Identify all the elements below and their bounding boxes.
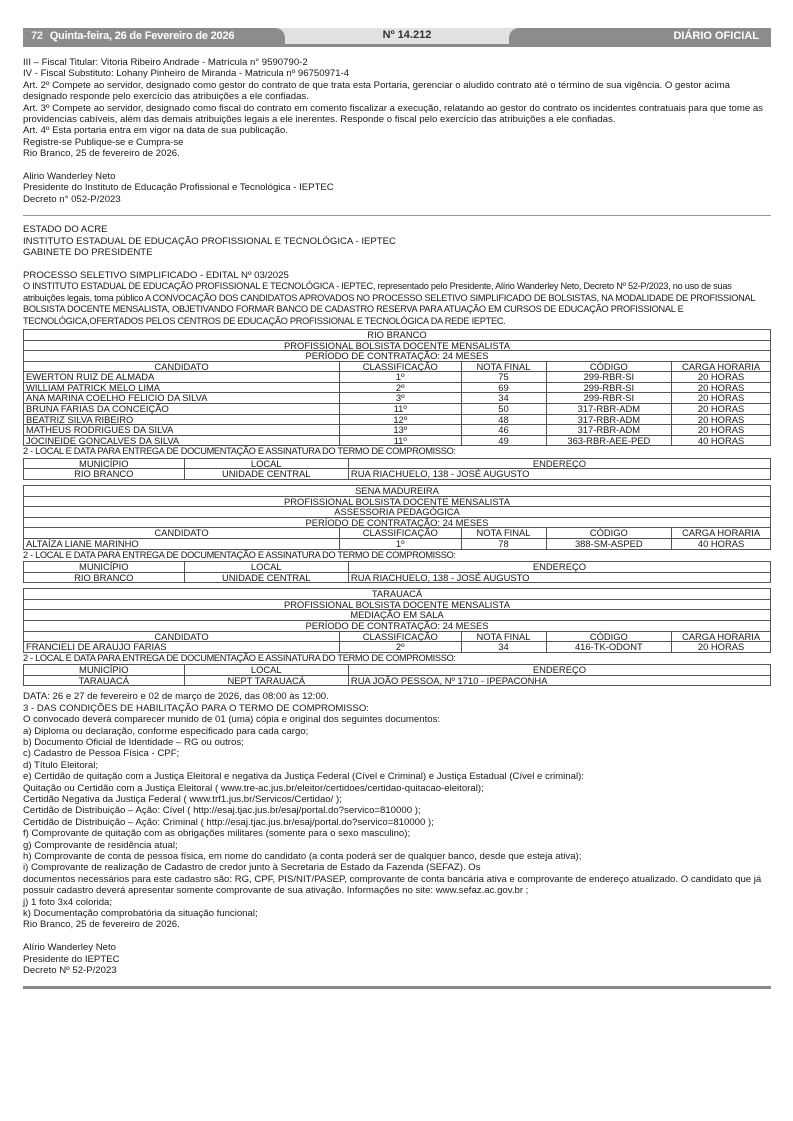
final-score: 34 xyxy=(461,393,546,404)
candidate-table xyxy=(23,485,771,550)
signature-line: Decreto Nº 52-P/2023 xyxy=(23,965,117,977)
location-section-title: 2 - LOCAL E DATA PARA ENTREGA DE DOCUMENTAÇÃO E ASSINATURA DO TERMO DE COMPROMISSO: xyxy=(23,446,456,457)
signature-line: Alírio Wanderley Neto xyxy=(23,942,116,954)
condition-line: Certidão de Distribuição – Ação: Criminal ( http://esaj.tjac.jus.br/esaj/portal.do?servico=810000 ); xyxy=(23,816,434,828)
edital-title: PROCESSO SELETIVO SIMPLIFICADO - EDITAL Nº 03/2025 xyxy=(23,269,289,281)
organization-line: INSTITUTO ESTADUAL DE EDUCAÇÃO PROFISSIONAL E TECNOLÓGICA - IEPTEC xyxy=(23,235,396,247)
table-row xyxy=(24,435,771,446)
location-table xyxy=(23,561,771,583)
table-row xyxy=(24,382,771,393)
address: RUA RIACHUELO, 138 - JOSÉ AUGUSTO xyxy=(348,469,770,480)
organization-header xyxy=(23,224,771,258)
column-header: NOTA FINAL xyxy=(461,528,546,539)
table-group-header: PERÍODO DE CONTRATAÇÃO: 24 MESES xyxy=(24,517,771,528)
workload: 20 HORAS xyxy=(672,372,771,383)
portaria-line: Art. 3º Compete ao servidor, designado como fiscal do contrato em comento fiscalizar a execução, relatando ao gestor do contrato os incidentes contratuais para que tome as providencias cabíveis, além das demais atribuições legais a ele inerentes. Responde o fiscal pelo exercício das atribuições a ele confiadas. xyxy=(23,102,763,126)
column-header: NOTA FINAL xyxy=(461,631,546,642)
final-score: 75 xyxy=(461,372,546,383)
column-header: CÓDIGO xyxy=(546,361,672,372)
classification: 2º xyxy=(339,642,461,653)
condition-line: b) Documento Oficial de Identidade – RG ou outros; xyxy=(23,736,244,748)
workload: 40 HORAS xyxy=(672,539,771,550)
final-score: 50 xyxy=(461,404,546,415)
table-row xyxy=(24,404,771,415)
organization-line: GABINETE DO PRESIDENTE xyxy=(23,247,153,259)
table-row xyxy=(24,642,771,653)
candidate-name: ANA MARINA COELHO FELICIO DA SILVA xyxy=(24,393,340,404)
condition-line: a) Diploma ou declaração, conforme especificado para cada cargo; xyxy=(23,725,309,737)
code: 416-TK-ODONT xyxy=(546,642,672,653)
location-section-title: 2 - LOCAL E DATA PARA ENTREGA DE DOCUMENTAÇÃO E ASSINATURA DO TERMO DE COMPROMISSO: xyxy=(23,652,456,663)
final-score: 46 xyxy=(461,425,546,436)
condition-line: c) Cadastro de Pessoa Física - CPF; xyxy=(23,748,180,760)
location-column-header: ENDEREÇO xyxy=(348,458,770,469)
column-header: CLASSIFICAÇÃO xyxy=(339,361,461,372)
location-column-header: ENDEREÇO xyxy=(348,665,770,676)
edital-signature xyxy=(23,942,771,976)
header-date: Quinta-feira, 26 de Fevereiro de 2026 xyxy=(49,30,235,42)
location-name: NEPT TARAUACÁ xyxy=(184,675,348,686)
portaria-signature xyxy=(23,171,771,205)
column-header: CÓDIGO xyxy=(546,528,672,539)
municipality: TARAUACÁ xyxy=(24,675,185,686)
table-group-header: SENA MADUREIRA xyxy=(24,486,771,497)
classification: 1º xyxy=(339,372,461,383)
code: 317-RBR-ADM xyxy=(546,404,672,415)
location-row xyxy=(24,469,771,480)
section-divider xyxy=(23,215,771,216)
location-column-header: LOCAL xyxy=(184,562,348,573)
candidate-name: FRANCIELI DE ARAUJO FARIAS xyxy=(24,642,340,653)
column-header: CLASSIFICAÇÃO xyxy=(339,528,461,539)
classification: 2º xyxy=(339,382,461,393)
condition-line: e) Certidão de quitação com a Justiça Eleitoral e negativa da Justiça Federal (Cível e Criminal) e Justiça Estadual (Cível e criminal): xyxy=(23,771,584,783)
location-table xyxy=(23,664,771,686)
portaria-line: III – Fiscal Titular: Vitoria Ribeiro Andrade - Matrícula n° 9590790-2 xyxy=(23,57,308,68)
location-column-header: ENDEREÇO xyxy=(348,562,770,573)
code: 299-RBR-SI xyxy=(546,372,672,383)
code: 317-RBR-ADM xyxy=(546,414,672,425)
signature-line: Presidente do Instituto de Educação Profissional e Tecnológica - IEPTEC xyxy=(23,182,334,194)
condition-line: j) 1 foto 3x4 colorida; xyxy=(23,896,113,908)
address: RUA RIACHUELO, 138 - JOSÉ AUGUSTO xyxy=(348,572,770,583)
candidate-name: JOCINEIDE GONCALVES DA SILVA xyxy=(24,435,340,446)
location-column-header: MUNICÍPIO xyxy=(24,458,185,469)
condition-line: g) Comprovante de residência atual; xyxy=(23,839,178,851)
publication-name: DIÁRIO OFICIAL xyxy=(509,28,771,44)
habilitation-conditions xyxy=(23,691,771,931)
address: RUA JOÃO PESSOA, Nº 1710 - IPEPACONHA xyxy=(348,675,770,686)
workload: 20 HORAS xyxy=(672,425,771,436)
location-name: UNIDADE CENTRAL xyxy=(184,572,348,583)
condition-line: h) Comprovante de conta de pessoa física, em nome do candidato (a conta poderá ser de qualquer banco, desde que esteja ativa); xyxy=(23,851,582,863)
condition-line: d) Título Eleitoral; xyxy=(23,759,99,771)
table-group-header: RIO BRANCO xyxy=(24,329,771,340)
column-header: NOTA FINAL xyxy=(461,361,546,372)
candidate-groups xyxy=(23,329,771,686)
column-header: CANDIDATO xyxy=(24,528,340,539)
table-group-header: ASSESSORIA PEDAGÓGICA xyxy=(24,507,771,518)
candidate-table xyxy=(23,329,771,447)
condition-line: DATA: 26 e 27 de fevereiro e 02 de março de 2026, das 08:00 às 12:00. xyxy=(23,691,329,703)
location-column-header: LOCAL xyxy=(184,458,348,469)
workload: 20 HORAS xyxy=(672,404,771,415)
table-group-header: TARAUACÁ xyxy=(24,589,771,600)
page-header xyxy=(23,28,771,47)
condition-line: Certidão Negativa da Justiça Federal ( www.trf1.jus.br/Servicos/Certidao/ ); xyxy=(23,794,342,805)
condition-line: documentos necessários para este cadastro são: RG, CPF, PIS/NIT/PASEP, comprovante de conta bancária ativa e comprovante de endereço atualizado. O candidato que já possuir cadastro deverá apresentar somente comprovante de sua ativação. Informações no site: www.sefaz.ac.gov.br ; xyxy=(23,873,762,897)
edition-number: Nº 14.212 xyxy=(382,29,432,41)
column-header: CARGA HORARIA xyxy=(672,361,771,372)
table-group-header: MEDIAÇÃO EM SALA xyxy=(24,610,771,621)
classification: 12º xyxy=(339,414,461,425)
header-left-band xyxy=(23,28,285,44)
location-section-title: 2 - LOCAL E DATA PARA ENTREGA DE DOCUMENTAÇÃO E ASSINATURA DO TERMO DE COMPROMISSO: xyxy=(23,549,456,560)
portaria-line: Art. 2º Compete ao servidor, designado como gestor do contrato de que trata esta Portaria, gerenciar o aludido contrato até o término de sua vigência. O gestor acima designado responde pelo exercício das atribuições a ele confiadas. xyxy=(23,79,730,103)
column-header: CARGA HORARIA xyxy=(672,631,771,642)
condition-line: 3 - DAS CONDIÇÕES DE HABILITAÇÃO PARA O TERMO DE COMPROMISSO: xyxy=(23,702,369,714)
final-score: 69 xyxy=(461,382,546,393)
location-column-header: LOCAL xyxy=(184,665,348,676)
location-table xyxy=(23,458,771,480)
condition-line: i) Comprovante de realização de Cadastro de credor junto à Secretaria de Estado da Fazenda (SEFAZ). Os xyxy=(23,862,481,874)
candidate-name: EWERTON RUIZ DE ALMADA xyxy=(24,372,340,383)
column-header: CANDIDATO xyxy=(24,631,340,642)
portaria-line: Art. 4º Esta portaria entra em vigor na data de sua publicação. xyxy=(23,125,288,137)
final-score: 49 xyxy=(461,435,546,446)
portaria-line: Registre-se Publique-se e Cumpra-se xyxy=(23,136,184,148)
organization-line: ESTADO DO ACRE xyxy=(23,224,108,236)
classification: 11º xyxy=(339,435,461,446)
condition-line: Rio Branco, 25 de fevereiro de 2026. xyxy=(23,919,180,931)
portaria-line: Rio Branco, 25 de fevereiro de 2026. xyxy=(23,148,180,160)
final-score: 48 xyxy=(461,414,546,425)
code: 299-RBR-SI xyxy=(546,393,672,404)
condition-line: f) Comprovante de quitação com as obrigações militares (somente para o sexo masculino); xyxy=(23,828,411,840)
code: 317-RBR-ADM xyxy=(546,425,672,436)
location-column-header: MUNICÍPIO xyxy=(24,562,185,573)
candidate-name: WILLIAM PATRICK MELO LIMA xyxy=(24,382,340,393)
signature-line: Presidente do IEPTEC xyxy=(23,953,120,965)
condition-line: k) Documentação comprobatória da situação funcional; xyxy=(23,908,258,920)
candidate-name: BEATRIZ SILVA RIBEIRO xyxy=(24,414,340,425)
table-row xyxy=(24,393,771,404)
workload: 20 HORAS xyxy=(672,642,771,653)
candidate-name: ALTAÍZA LIANE MARINHO xyxy=(24,539,340,550)
table-group-header: PROFISSIONAL BOLSISTA DOCENTE MENSALISTA xyxy=(24,340,771,351)
table-group-header: PROFISSIONAL BOLSISTA DOCENTE MENSALISTA xyxy=(24,599,771,610)
table-row xyxy=(24,539,771,550)
workload: 20 HORAS xyxy=(672,414,771,425)
location-name: UNIDADE CENTRAL xyxy=(184,469,348,480)
condition-line: Quitação ou Certidão com a Justiça Eleitoral ( www.tre-ac.jus.br/eleitor/certidoes/certidao-quitacao-eleitoral); xyxy=(23,782,484,794)
final-score: 78 xyxy=(461,539,546,550)
table-row xyxy=(24,372,771,383)
column-header: CLASSIFICAÇÃO xyxy=(339,631,461,642)
condition-line: Certidão de Distribuição – Ação: Cível ( http://esaj.tjac.jus.br/esaj/portal.do?servico=810000 ); xyxy=(23,805,421,817)
page-footer-rule xyxy=(23,986,771,989)
code: 299-RBR-SI xyxy=(546,382,672,393)
column-header: CARGA HORARIA xyxy=(672,528,771,539)
portaria-line: IV - Fiscal Substituto: Lohany Pinheiro de Miranda - Matricula nº 96750971-4 xyxy=(23,68,350,80)
signature-line: Decreto n° 052-P/2023 xyxy=(23,193,121,205)
page-content xyxy=(23,57,771,989)
municipality: RIO BRANCO xyxy=(24,572,185,583)
final-score: 34 xyxy=(461,642,546,653)
signature-line: Alirio Wanderley Neto xyxy=(23,171,116,183)
column-header: CANDIDATO xyxy=(24,361,340,372)
table-group-header: PROFISSIONAL BOLSISTA DOCENTE MENSALISTA xyxy=(24,496,771,507)
condition-line: O convocado deverá comparecer munido de 01 (uma) cópia e original dos seguintes documentos: xyxy=(23,714,441,726)
portaria-section xyxy=(23,57,771,205)
location-column-header: MUNICÍPIO xyxy=(24,665,185,676)
location-row xyxy=(24,572,771,583)
classification: 1º xyxy=(339,539,461,550)
candidate-name: MATHEUS RODRIGUES DA SILVA xyxy=(24,425,340,436)
edital-intro: O INSTITUTO ESTADUAL DE EDUCAÇÃO PROFISSIONAL E TECNOLÓGICA - IEPTEC, representado pelo Presidente, Alírio Wanderley Neto, Decreto Nº 52-P/2023, no uso de suas atribuições legais, toma público A CONVOCAÇÃO DOS CANDIDATOS APROVADOS NO PROCESSO SELETIVO SIMPLIFICADO DE BOLSISTAS, NA MODALIDADE DE PROFISSIONAL BOLSISTA DOCENTE MENSALISTA, OBJETIVANDO FORMAR BANCO DE CADASTRO RESERVA PARA ATUAÇÃO EM CURSOS DE EDUCAÇÃO PROFISSIONAL E TECNOLÓGICA,OFERTADOS PELOS CENTROS DE EDUCAÇÃO PROFISSIONAL E TECNOLÓGICA DA REDE IEPTEC. xyxy=(23,281,755,326)
workload: 40 HORAS xyxy=(672,435,771,446)
column-header: CÓDIGO xyxy=(546,631,672,642)
table-group-header: PERÍODO DE CONTRATAÇÃO: 24 MESES xyxy=(24,620,771,631)
table-row xyxy=(24,414,771,425)
location-row xyxy=(24,675,771,686)
candidate-table xyxy=(23,588,771,653)
page-number: 72 xyxy=(31,30,43,42)
classification: 11º xyxy=(339,404,461,415)
classification: 3º xyxy=(339,393,461,404)
table-row xyxy=(24,425,771,436)
workload: 20 HORAS xyxy=(672,382,771,393)
code: 388-SM-ASPED xyxy=(546,539,672,550)
municipality: RIO BRANCO xyxy=(24,469,185,480)
code: 363-RBR-AEE-PED xyxy=(546,435,672,446)
edital-section xyxy=(23,224,771,976)
classification: 13º xyxy=(339,425,461,436)
candidate-name: BRUNA FARIAS DA CONCEIÇÃO xyxy=(24,404,340,415)
table-group-header: PERÍODO DE CONTRATAÇÃO: 24 MESES xyxy=(24,351,771,362)
workload: 20 HORAS xyxy=(672,393,771,404)
